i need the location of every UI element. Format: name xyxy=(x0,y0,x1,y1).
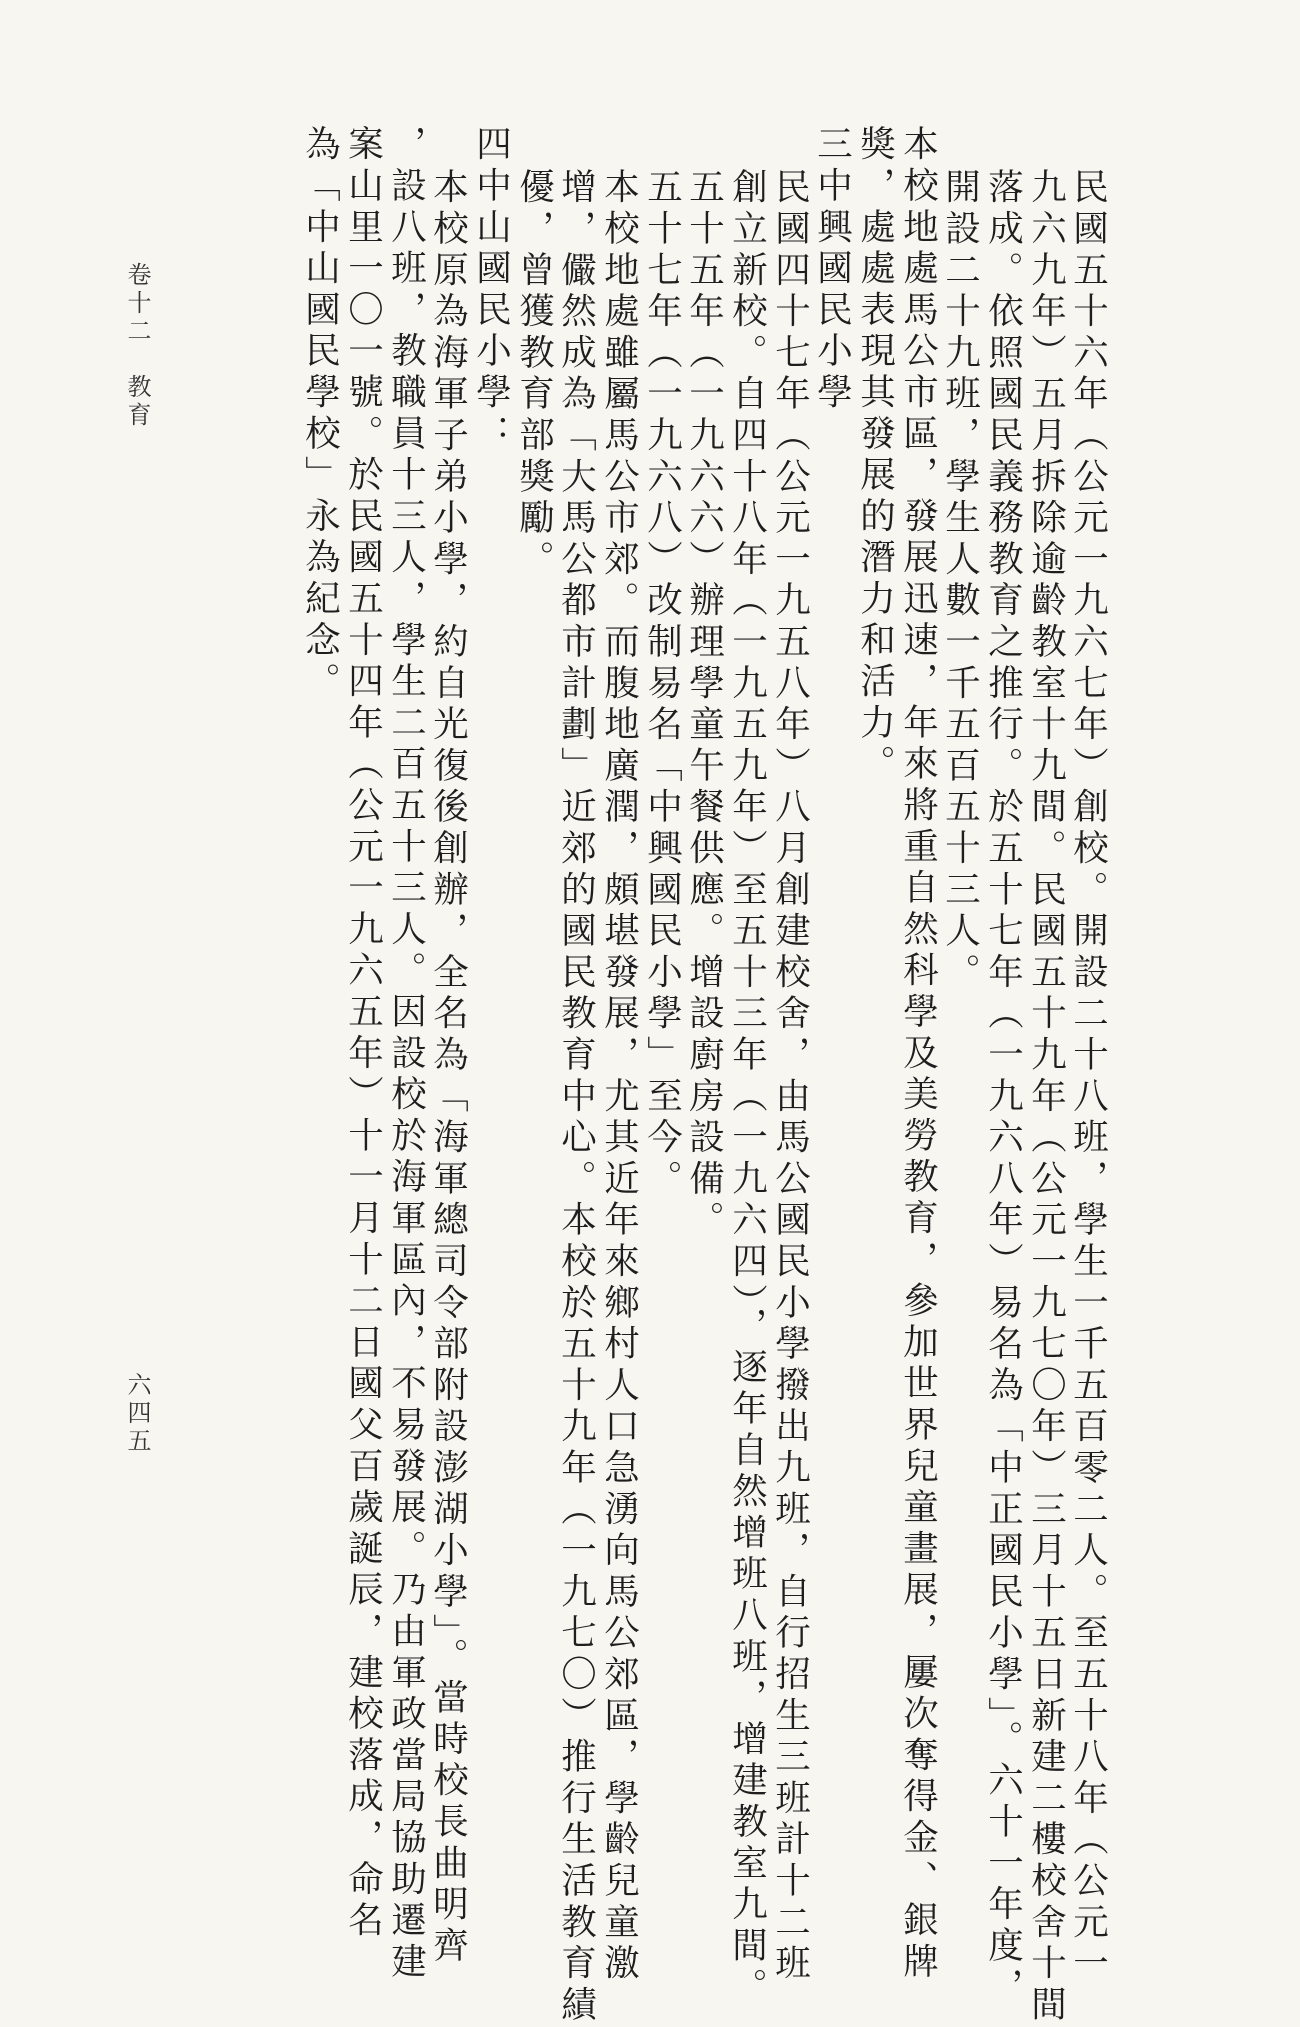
text-column: 為「中山國民學校」永為紀念。 xyxy=(299,125,341,704)
text-column: 民國四十七年（公元一九五八年）八月創建校舍，由馬公國民小學撥出九班，自行招生三班計十二班 xyxy=(769,168,811,1986)
text-column: 開設二十九班，學生人數一千五百五十三人。 xyxy=(939,168,981,994)
text-column: 案山里一〇一號。於民國五十四年（公元一九六五年）十一月十二日國父百歲誕辰，建校落成，命名 xyxy=(342,125,384,1943)
text-column: 創立新校。自四十八年（一九五九年）至五十三年（一九六四），逐年自然增班八班，增建教室九間。 xyxy=(726,168,768,2009)
text-column: 五十五年（一九六六）辦理學童午餐供應。增設廚房設備。 xyxy=(683,168,725,1242)
running-header: 卷十二 教育 xyxy=(123,262,151,430)
text-column: 五十七年（一九六八）改制易名「中興國民小學」至今。 xyxy=(641,168,683,1201)
text-column: 本校地處馬公市區，發展迅速，年來將重自然科學及美勞教育，參加世界兒童畫展，屢次奪得金、銀牌 xyxy=(897,125,939,1984)
text-column: 九六九年）五月拆除逾齡教室十九間。民國五十九年（公元一九七〇年）三月十五日新建二樓校舍十間 xyxy=(1025,168,1067,2027)
text-column: 增，儼然成為「大馬公都市計劃」近郊的國民教育中心。本校於五十九年（一九七〇）推行生活教育績 xyxy=(555,168,597,2027)
section-heading: 四中山國民小學： xyxy=(470,125,512,456)
section-heading: 三中興國民小學 xyxy=(811,125,853,415)
text-column: 優，曾獲教育部獎勵。 xyxy=(513,168,555,581)
text-column: 本校地處雖屬馬公市郊。而腹地廣潤，頗堪發展，尤其近年來鄉村人口急湧向馬公郊區，學齡兒童激 xyxy=(598,168,640,1986)
text-column: 本校原為海軍子弟小學，約自光復後創辦，全名為「海軍總司令部附設澎湖小學」。當時校長曲明齊 xyxy=(427,168,469,1968)
text-column: ，設八班，教職員十三人，學生二百五十三人。因設校於海軍區內，不易發展。乃由軍政當局協助遷建 xyxy=(385,125,427,1984)
page-number: 六四五 xyxy=(123,1372,151,1456)
text-column: 民國五十六年（公元一九六七年）創校。開設二十八班，學生一千五百零二人。至五十八年（公元一 xyxy=(1067,168,1109,1986)
text-column: 落成。依照國民義務教育之推行。於五十七年（一九六八年）易名為「中正國民小學」。六十一年度， xyxy=(982,168,1024,2009)
text-column: 獎，處處表現其發展的潛力和活力。 xyxy=(854,125,896,786)
